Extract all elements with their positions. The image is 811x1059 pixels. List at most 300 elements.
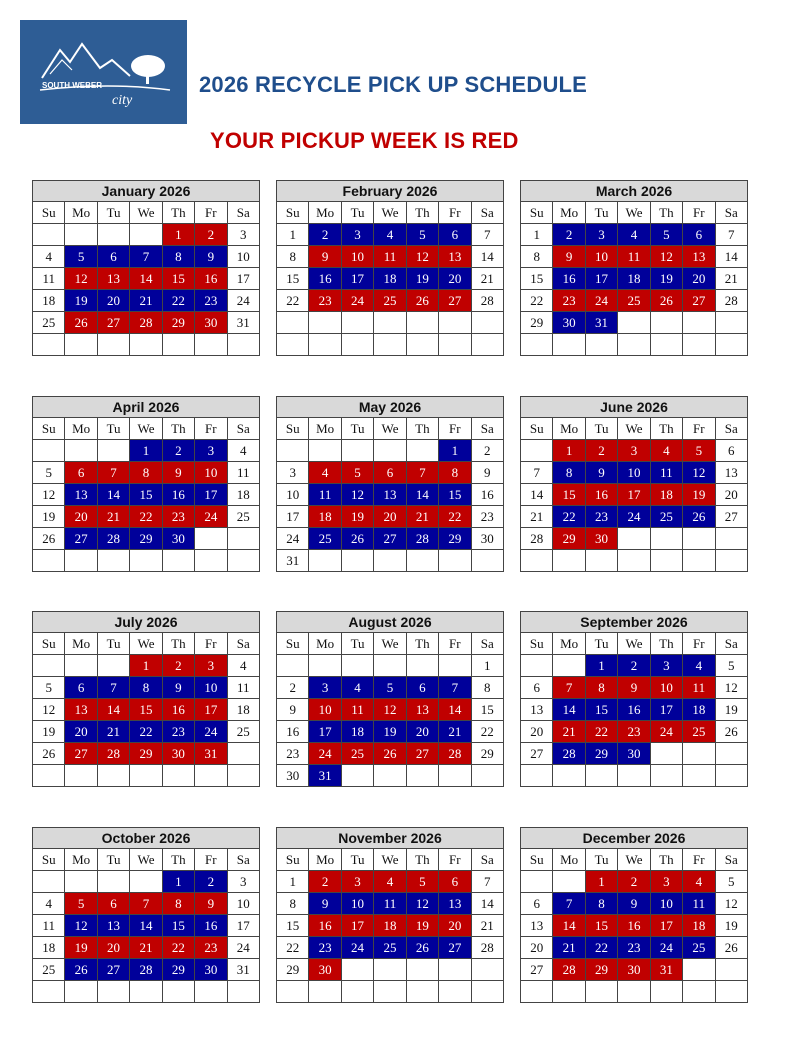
empty-day-cell xyxy=(374,334,406,356)
logo-text: SOUTH WEBER xyxy=(42,81,102,90)
empty-day-cell xyxy=(342,334,374,356)
weekday-label: Sa xyxy=(228,633,260,655)
week-row xyxy=(521,915,748,937)
day-cell: 15 xyxy=(163,915,195,937)
day-cell: 28 xyxy=(407,528,439,550)
day-cell: 14 xyxy=(472,893,504,915)
empty-day-cell xyxy=(716,312,748,334)
day-cell: 19 xyxy=(65,937,97,959)
day-cell: 22 xyxy=(439,506,471,528)
week-row xyxy=(33,765,260,787)
empty-day-cell xyxy=(683,334,715,356)
week-row xyxy=(277,677,504,699)
day-cell: 3 xyxy=(651,871,683,893)
day-cell: 26 xyxy=(716,721,748,743)
weekday-label: Mo xyxy=(553,418,585,440)
day-cell: 10 xyxy=(195,677,227,699)
week-row xyxy=(521,290,748,312)
day-cell: 19 xyxy=(407,915,439,937)
empty-day-cell xyxy=(618,550,650,572)
day-cell: 11 xyxy=(651,462,683,484)
empty-day-cell xyxy=(277,655,309,677)
day-cell: 29 xyxy=(586,743,618,765)
day-cell: 26 xyxy=(716,937,748,959)
week-row xyxy=(277,699,504,721)
week-row xyxy=(521,224,748,246)
day-cell: 20 xyxy=(65,506,97,528)
weekday-label: Sa xyxy=(228,849,260,871)
week-row xyxy=(33,484,260,506)
weekday-label: Sa xyxy=(716,633,748,655)
empty-day-cell xyxy=(407,440,439,462)
day-cell: 15 xyxy=(521,268,553,290)
day-cell: 14 xyxy=(130,268,162,290)
weekday-label: Tu xyxy=(586,633,618,655)
day-cell: 3 xyxy=(342,224,374,246)
empty-day-cell xyxy=(228,334,260,356)
week-row xyxy=(33,871,260,893)
empty-day-cell xyxy=(618,528,650,550)
day-cell: 10 xyxy=(195,462,227,484)
empty-day-cell xyxy=(553,981,585,1003)
empty-day-cell xyxy=(309,550,341,572)
day-cell: 12 xyxy=(33,484,65,506)
weekday-label: Mo xyxy=(309,418,341,440)
day-cell: 13 xyxy=(439,246,471,268)
empty-day-cell xyxy=(439,312,471,334)
day-cell: 31 xyxy=(586,312,618,334)
empty-day-cell xyxy=(521,871,553,893)
weekday-header-row xyxy=(33,633,260,655)
day-cell: 19 xyxy=(651,268,683,290)
weekday-label: Mo xyxy=(65,202,97,224)
day-cell: 7 xyxy=(98,677,130,699)
weekday-label: We xyxy=(130,849,162,871)
empty-day-cell xyxy=(586,765,618,787)
empty-day-cell xyxy=(65,440,97,462)
day-cell: 21 xyxy=(98,721,130,743)
day-cell: 17 xyxy=(277,506,309,528)
day-cell: 28 xyxy=(472,290,504,312)
day-cell: 11 xyxy=(33,268,65,290)
city-logo xyxy=(20,20,187,124)
week-row xyxy=(521,334,748,356)
weekday-label: Su xyxy=(33,633,65,655)
week-row xyxy=(33,893,260,915)
empty-day-cell xyxy=(130,334,162,356)
day-cell: 16 xyxy=(309,915,341,937)
empty-day-cell xyxy=(683,528,715,550)
month-title: June 2026 xyxy=(521,397,748,418)
day-cell: 22 xyxy=(277,290,309,312)
empty-day-cell xyxy=(342,312,374,334)
empty-day-cell xyxy=(277,440,309,462)
empty-day-cell xyxy=(651,981,683,1003)
weekday-label: Sa xyxy=(228,418,260,440)
week-row xyxy=(521,959,748,981)
week-row xyxy=(277,915,504,937)
day-cell: 14 xyxy=(98,699,130,721)
week-row xyxy=(33,937,260,959)
day-cell: 12 xyxy=(651,246,683,268)
day-cell: 8 xyxy=(521,246,553,268)
day-cell: 27 xyxy=(98,312,130,334)
day-cell: 22 xyxy=(163,290,195,312)
week-row xyxy=(521,484,748,506)
empty-day-cell xyxy=(439,765,471,787)
weekday-label: Mo xyxy=(553,849,585,871)
empty-day-cell xyxy=(195,765,227,787)
empty-day-cell xyxy=(130,765,162,787)
empty-day-cell xyxy=(716,334,748,356)
empty-day-cell xyxy=(651,528,683,550)
day-cell: 20 xyxy=(374,506,406,528)
day-cell: 12 xyxy=(374,699,406,721)
weekday-header-row xyxy=(277,202,504,224)
day-cell: 4 xyxy=(651,440,683,462)
day-cell: 2 xyxy=(309,871,341,893)
day-cell: 2 xyxy=(163,655,195,677)
weekday-header-row xyxy=(521,633,748,655)
day-cell: 2 xyxy=(586,440,618,462)
empty-day-cell xyxy=(374,312,406,334)
empty-day-cell xyxy=(98,765,130,787)
day-cell: 1 xyxy=(277,224,309,246)
day-cell: 8 xyxy=(586,893,618,915)
day-cell: 7 xyxy=(130,246,162,268)
day-cell: 7 xyxy=(98,462,130,484)
day-cell: 24 xyxy=(651,937,683,959)
day-cell: 15 xyxy=(439,484,471,506)
empty-day-cell xyxy=(98,334,130,356)
day-cell: 11 xyxy=(683,893,715,915)
week-row xyxy=(33,290,260,312)
empty-day-cell xyxy=(277,981,309,1003)
day-cell: 12 xyxy=(65,268,97,290)
day-cell: 24 xyxy=(651,721,683,743)
weekday-label: We xyxy=(374,202,406,224)
empty-day-cell xyxy=(374,981,406,1003)
day-cell: 4 xyxy=(309,462,341,484)
empty-day-cell xyxy=(342,765,374,787)
week-row xyxy=(277,528,504,550)
weekday-header-row xyxy=(33,202,260,224)
day-cell: 23 xyxy=(309,290,341,312)
weekday-label: Th xyxy=(407,849,439,871)
day-cell: 9 xyxy=(277,699,309,721)
day-cell: 12 xyxy=(407,893,439,915)
day-cell: 27 xyxy=(98,959,130,981)
day-cell: 14 xyxy=(553,915,585,937)
day-cell: 7 xyxy=(553,893,585,915)
day-cell: 25 xyxy=(228,721,260,743)
day-cell: 7 xyxy=(716,224,748,246)
weekday-label: Th xyxy=(163,202,195,224)
day-cell: 10 xyxy=(309,699,341,721)
day-cell: 14 xyxy=(439,699,471,721)
day-cell: 22 xyxy=(130,721,162,743)
weekday-label: We xyxy=(618,202,650,224)
weekday-label: We xyxy=(618,849,650,871)
empty-day-cell xyxy=(228,981,260,1003)
day-cell: 24 xyxy=(586,290,618,312)
weekday-label: Tu xyxy=(342,418,374,440)
week-row xyxy=(521,506,748,528)
day-cell: 1 xyxy=(130,655,162,677)
weekday-label: Su xyxy=(521,633,553,655)
weekday-label: Fr xyxy=(683,633,715,655)
day-cell: 11 xyxy=(374,246,406,268)
day-cell: 27 xyxy=(374,528,406,550)
empty-day-cell xyxy=(651,550,683,572)
day-cell: 26 xyxy=(407,937,439,959)
day-cell: 9 xyxy=(163,462,195,484)
empty-day-cell xyxy=(65,871,97,893)
empty-day-cell xyxy=(472,550,504,572)
day-cell: 14 xyxy=(553,699,585,721)
day-cell: 28 xyxy=(553,959,585,981)
day-cell: 21 xyxy=(553,937,585,959)
weekday-label: Sa xyxy=(228,202,260,224)
weekday-label: Tu xyxy=(586,418,618,440)
day-cell: 29 xyxy=(472,743,504,765)
logo-subtext: city xyxy=(112,93,133,108)
day-cell: 17 xyxy=(228,915,260,937)
day-cell: 19 xyxy=(65,290,97,312)
day-cell: 18 xyxy=(374,915,406,937)
empty-day-cell xyxy=(374,550,406,572)
weekday-header-row xyxy=(33,849,260,871)
day-cell: 14 xyxy=(407,484,439,506)
empty-day-cell xyxy=(716,528,748,550)
empty-day-cell xyxy=(374,655,406,677)
day-cell: 6 xyxy=(716,440,748,462)
day-cell: 7 xyxy=(439,677,471,699)
empty-day-cell xyxy=(309,334,341,356)
day-cell: 9 xyxy=(163,677,195,699)
day-cell: 26 xyxy=(65,959,97,981)
day-cell: 13 xyxy=(98,268,130,290)
day-cell: 11 xyxy=(618,246,650,268)
day-cell: 25 xyxy=(33,959,65,981)
weekday-label: Su xyxy=(521,202,553,224)
day-cell: 23 xyxy=(195,290,227,312)
empty-day-cell xyxy=(553,334,585,356)
day-cell: 9 xyxy=(195,893,227,915)
month-title: December 2026 xyxy=(521,828,748,849)
empty-day-cell xyxy=(683,959,715,981)
day-cell: 6 xyxy=(683,224,715,246)
weekday-label: Tu xyxy=(98,633,130,655)
day-cell: 30 xyxy=(586,528,618,550)
empty-day-cell xyxy=(553,550,585,572)
day-cell: 15 xyxy=(277,915,309,937)
day-cell: 15 xyxy=(163,268,195,290)
day-cell: 25 xyxy=(618,290,650,312)
week-row xyxy=(33,528,260,550)
day-cell: 28 xyxy=(439,743,471,765)
day-cell: 16 xyxy=(163,699,195,721)
empty-day-cell xyxy=(130,871,162,893)
day-cell: 6 xyxy=(439,224,471,246)
weekday-header-row xyxy=(277,633,504,655)
day-cell: 15 xyxy=(586,915,618,937)
weekday-label: Fr xyxy=(683,202,715,224)
week-row xyxy=(277,959,504,981)
mountain-tree-logo-icon xyxy=(20,20,187,124)
empty-day-cell xyxy=(716,743,748,765)
weekday-label: Mo xyxy=(309,202,341,224)
day-cell: 15 xyxy=(130,699,162,721)
empty-day-cell xyxy=(683,765,715,787)
empty-day-cell xyxy=(683,550,715,572)
day-cell: 13 xyxy=(683,246,715,268)
day-cell: 6 xyxy=(521,893,553,915)
day-cell: 22 xyxy=(472,721,504,743)
day-cell: 18 xyxy=(342,721,374,743)
empty-day-cell xyxy=(163,550,195,572)
day-cell: 4 xyxy=(374,871,406,893)
day-cell: 18 xyxy=(374,268,406,290)
empty-day-cell xyxy=(586,550,618,572)
month-title: May 2026 xyxy=(277,397,504,418)
day-cell: 17 xyxy=(228,268,260,290)
weekday-label: Sa xyxy=(716,418,748,440)
day-cell: 17 xyxy=(586,268,618,290)
day-cell: 8 xyxy=(586,677,618,699)
weekday-header-row xyxy=(277,418,504,440)
day-cell: 5 xyxy=(716,871,748,893)
empty-day-cell xyxy=(374,765,406,787)
weekday-label: Th xyxy=(163,849,195,871)
empty-day-cell xyxy=(163,981,195,1003)
week-row xyxy=(277,484,504,506)
day-cell: 21 xyxy=(553,721,585,743)
weekday-label: Mo xyxy=(553,633,585,655)
day-cell: 4 xyxy=(228,655,260,677)
weekday-label: Tu xyxy=(586,849,618,871)
weekday-label: Tu xyxy=(98,418,130,440)
weekday-label: Fr xyxy=(439,418,471,440)
week-row xyxy=(277,462,504,484)
day-cell: 22 xyxy=(163,937,195,959)
empty-day-cell xyxy=(130,981,162,1003)
day-cell: 30 xyxy=(472,528,504,550)
empty-day-cell xyxy=(521,655,553,677)
day-cell: 1 xyxy=(163,871,195,893)
day-cell: 24 xyxy=(342,937,374,959)
weekday-label: Fr xyxy=(683,418,715,440)
day-cell: 3 xyxy=(277,462,309,484)
day-cell: 22 xyxy=(586,937,618,959)
weekday-label: Tu xyxy=(98,849,130,871)
day-cell: 3 xyxy=(228,224,260,246)
empty-day-cell xyxy=(651,765,683,787)
day-cell: 12 xyxy=(407,246,439,268)
day-cell: 23 xyxy=(195,937,227,959)
day-cell: 28 xyxy=(521,528,553,550)
day-cell: 14 xyxy=(98,484,130,506)
week-row xyxy=(277,765,504,787)
day-cell: 19 xyxy=(716,915,748,937)
day-cell: 20 xyxy=(98,290,130,312)
day-cell: 12 xyxy=(65,915,97,937)
empty-day-cell xyxy=(521,440,553,462)
day-cell: 23 xyxy=(618,937,650,959)
weekday-label: Su xyxy=(277,202,309,224)
week-row xyxy=(277,655,504,677)
day-cell: 19 xyxy=(716,699,748,721)
day-cell: 29 xyxy=(163,959,195,981)
week-row xyxy=(33,699,260,721)
day-cell: 26 xyxy=(33,743,65,765)
day-cell: 26 xyxy=(651,290,683,312)
day-cell: 5 xyxy=(651,224,683,246)
day-cell: 22 xyxy=(553,506,585,528)
empty-day-cell xyxy=(309,312,341,334)
day-cell: 5 xyxy=(407,224,439,246)
empty-day-cell xyxy=(407,550,439,572)
week-row xyxy=(277,440,504,462)
weekday-label: Mo xyxy=(553,202,585,224)
month-calendar xyxy=(276,180,504,356)
day-cell: 18 xyxy=(683,915,715,937)
day-cell: 4 xyxy=(342,677,374,699)
weekday-label: Tu xyxy=(342,202,374,224)
weekday-label: We xyxy=(374,633,406,655)
empty-day-cell xyxy=(65,224,97,246)
empty-day-cell xyxy=(439,550,471,572)
day-cell: 3 xyxy=(195,440,227,462)
day-cell: 24 xyxy=(228,290,260,312)
day-cell: 11 xyxy=(309,484,341,506)
day-cell: 22 xyxy=(130,506,162,528)
week-row xyxy=(521,312,748,334)
empty-day-cell xyxy=(163,334,195,356)
empty-day-cell xyxy=(33,765,65,787)
day-cell: 18 xyxy=(651,484,683,506)
empty-day-cell xyxy=(277,312,309,334)
week-row xyxy=(521,893,748,915)
empty-day-cell xyxy=(130,550,162,572)
empty-day-cell xyxy=(33,224,65,246)
weekday-label: Su xyxy=(277,633,309,655)
day-cell: 10 xyxy=(342,246,374,268)
weekday-label: We xyxy=(130,633,162,655)
day-cell: 24 xyxy=(228,937,260,959)
weekday-label: Mo xyxy=(65,418,97,440)
day-cell: 3 xyxy=(342,871,374,893)
month-calendar xyxy=(276,827,504,1003)
week-row xyxy=(277,871,504,893)
day-cell: 5 xyxy=(683,440,715,462)
day-cell: 25 xyxy=(683,937,715,959)
weekday-label: Sa xyxy=(472,418,504,440)
day-cell: 31 xyxy=(651,959,683,981)
month-calendar xyxy=(276,396,504,572)
week-row xyxy=(277,981,504,1003)
day-cell: 28 xyxy=(716,290,748,312)
week-row xyxy=(521,440,748,462)
day-cell: 2 xyxy=(618,871,650,893)
day-cell: 17 xyxy=(618,484,650,506)
day-cell: 5 xyxy=(65,246,97,268)
empty-day-cell xyxy=(651,312,683,334)
day-cell: 10 xyxy=(228,246,260,268)
week-row xyxy=(521,981,748,1003)
empty-day-cell xyxy=(521,765,553,787)
day-cell: 2 xyxy=(277,677,309,699)
